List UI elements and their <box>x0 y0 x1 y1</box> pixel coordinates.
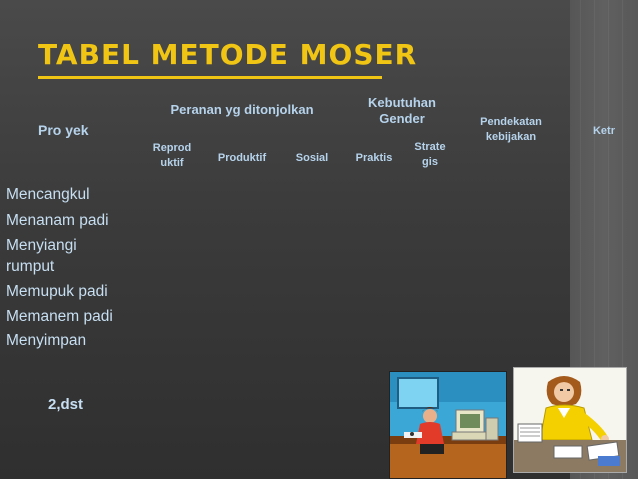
header-strategis: Strate gis <box>414 141 446 168</box>
header-sosial: Sosial <box>295 152 329 164</box>
office-worker-clipart <box>389 371 507 479</box>
header-pendekatan-kebijakan: Pendekatan kebijakan <box>480 116 542 143</box>
row-label: Menyimpan <box>6 332 87 349</box>
woman-paperwork-clipart <box>513 367 627 473</box>
header-kebutuhan-gender: Kebutuhan Gender <box>368 95 436 126</box>
row-label: Menanam padi <box>6 212 109 229</box>
header-reproduktif: Reprod uktif <box>152 142 192 169</box>
title-underline <box>38 76 382 79</box>
header-project: Pro yek <box>38 122 89 138</box>
row-label: Mencangkul <box>6 186 90 203</box>
header-praktis: Praktis <box>355 152 393 164</box>
header-keterangan: Ketr <box>592 125 615 137</box>
row-label: Menyiangi <box>6 237 77 254</box>
slide-title: TABEL METODE MOSER <box>38 38 418 71</box>
footer-note: 2,dst <box>48 396 84 413</box>
row-label: Memanem padi <box>6 308 113 325</box>
header-peranan: Peranan yg ditonjolkan <box>170 102 314 117</box>
row-label: rumput <box>6 258 55 275</box>
row-label: Memupuk padi <box>6 283 108 300</box>
header-produktif: Produktif <box>217 152 267 164</box>
